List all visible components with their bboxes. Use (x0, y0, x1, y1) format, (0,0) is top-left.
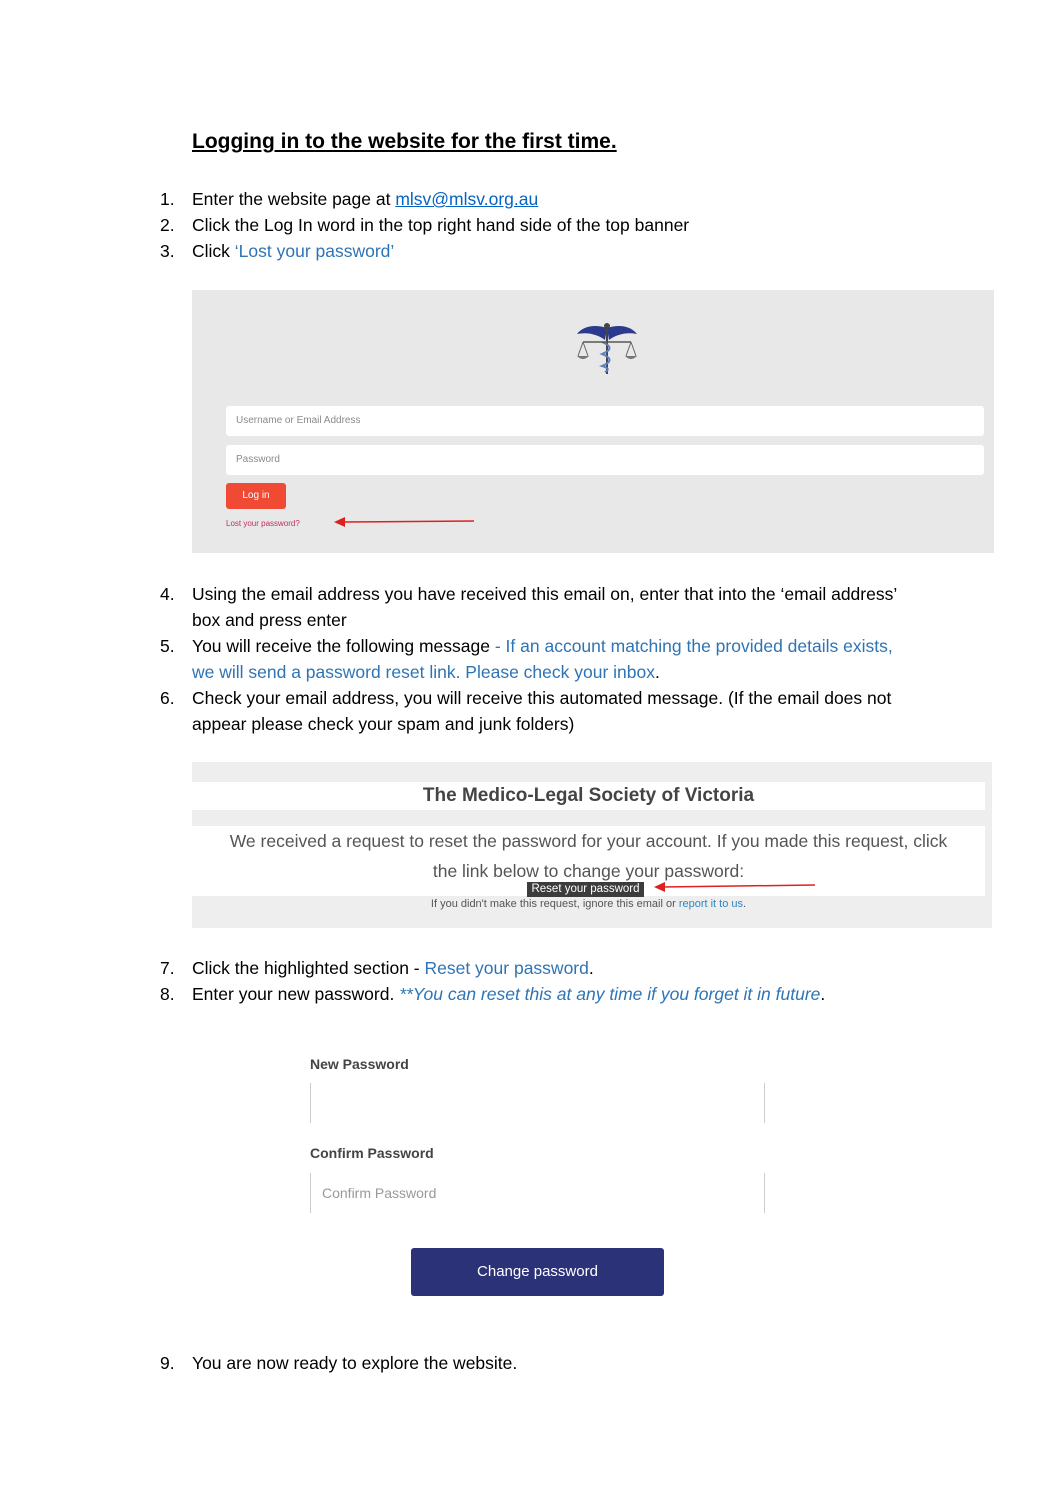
step-3 (160, 238, 395, 264)
email-footer (192, 898, 985, 910)
step-number: 5. (160, 636, 175, 656)
step-number: 4. (160, 584, 175, 604)
step-text: Click the highlighted section - (192, 958, 425, 978)
website-link[interactable]: mlsv@mlsv.org.au (395, 189, 539, 209)
page-title: Logging in to the website for the first time. (192, 130, 617, 153)
step-text: Click (192, 241, 235, 261)
step-text: Enter the website page at (192, 189, 396, 209)
step-tail: . (588, 958, 594, 978)
change-password-button[interactable]: Change password (411, 1248, 664, 1296)
annotation-arrow-icon (652, 879, 817, 893)
new-password-input[interactable] (310, 1083, 765, 1123)
step-highlight-continued: we will send a password reset link. Please check your inbox (192, 662, 655, 682)
step-text: Enter your new password. (192, 984, 400, 1004)
step-number: 3. (160, 241, 175, 261)
step-number: 7. (160, 958, 175, 978)
step-5 (160, 633, 893, 685)
step-text: Click the Log In word in the top right hand side of the top banner (192, 215, 690, 235)
step-number: 6. (160, 688, 175, 708)
email-message (192, 826, 985, 886)
step-text: Check your email address, you will receive this automated message. (If the email does not (192, 688, 892, 708)
step-text: You are now ready to explore the website. (192, 1353, 518, 1373)
lost-password-link[interactable]: Lost your password? (226, 519, 300, 528)
email-footer-text: If you didn't make this request, ignore this email or (430, 898, 679, 910)
login-screenshot (192, 290, 994, 553)
step-number: 1. (160, 189, 175, 209)
step-8 (160, 981, 826, 1007)
step-number: 2. (160, 215, 175, 235)
login-button[interactable]: Log in (226, 483, 286, 509)
step-text: Using the email address you have received this email on, enter that into the ‘email address’ (192, 584, 898, 604)
reset-password-link[interactable]: Reset your password (527, 882, 644, 897)
step-highlight: **You can reset this at any time if you forget it in future (399, 984, 821, 1004)
step-7 (160, 955, 594, 981)
step-tail: . (820, 984, 826, 1004)
step-text-continued: box and press enter (192, 610, 347, 630)
email-message-line: the link below to change your password: (432, 861, 745, 881)
step-tail: . (655, 662, 660, 682)
step-2 (160, 212, 690, 238)
step-highlight: - If an account matching the provided details exists, (494, 636, 893, 656)
step-highlight: Reset your password (424, 958, 589, 978)
step-number: 8. (160, 984, 175, 1004)
step-6 (160, 685, 892, 737)
email-org-name: The Medico-Legal Society of Victoria (192, 782, 985, 810)
step-highlight: ‘Lost your password’ (234, 241, 395, 261)
report-link[interactable]: report it to us (678, 898, 744, 910)
step-1 (160, 186, 539, 212)
annotation-arrow-icon (332, 512, 477, 528)
email-footer-tail: . (743, 898, 747, 910)
step-number: 9. (160, 1353, 175, 1373)
confirm-password-label: Confirm Password (310, 1145, 434, 1161)
caduceus-scales-logo-icon (575, 322, 639, 378)
step-9 (160, 1350, 518, 1376)
username-input[interactable]: Username or Email Address (226, 406, 984, 436)
email-message-line: We received a request to reset the password for your account. If you made this request, click (229, 831, 948, 851)
email-screenshot (192, 762, 992, 928)
password-input[interactable]: Password (226, 445, 984, 475)
step-4 (160, 581, 898, 633)
step-text-continued: appear please check your spam and junk folders) (192, 714, 575, 734)
new-password-label: New Password (310, 1056, 409, 1072)
step-text: You will receive the following message (192, 636, 495, 656)
confirm-password-input[interactable]: Confirm Password (310, 1173, 765, 1213)
